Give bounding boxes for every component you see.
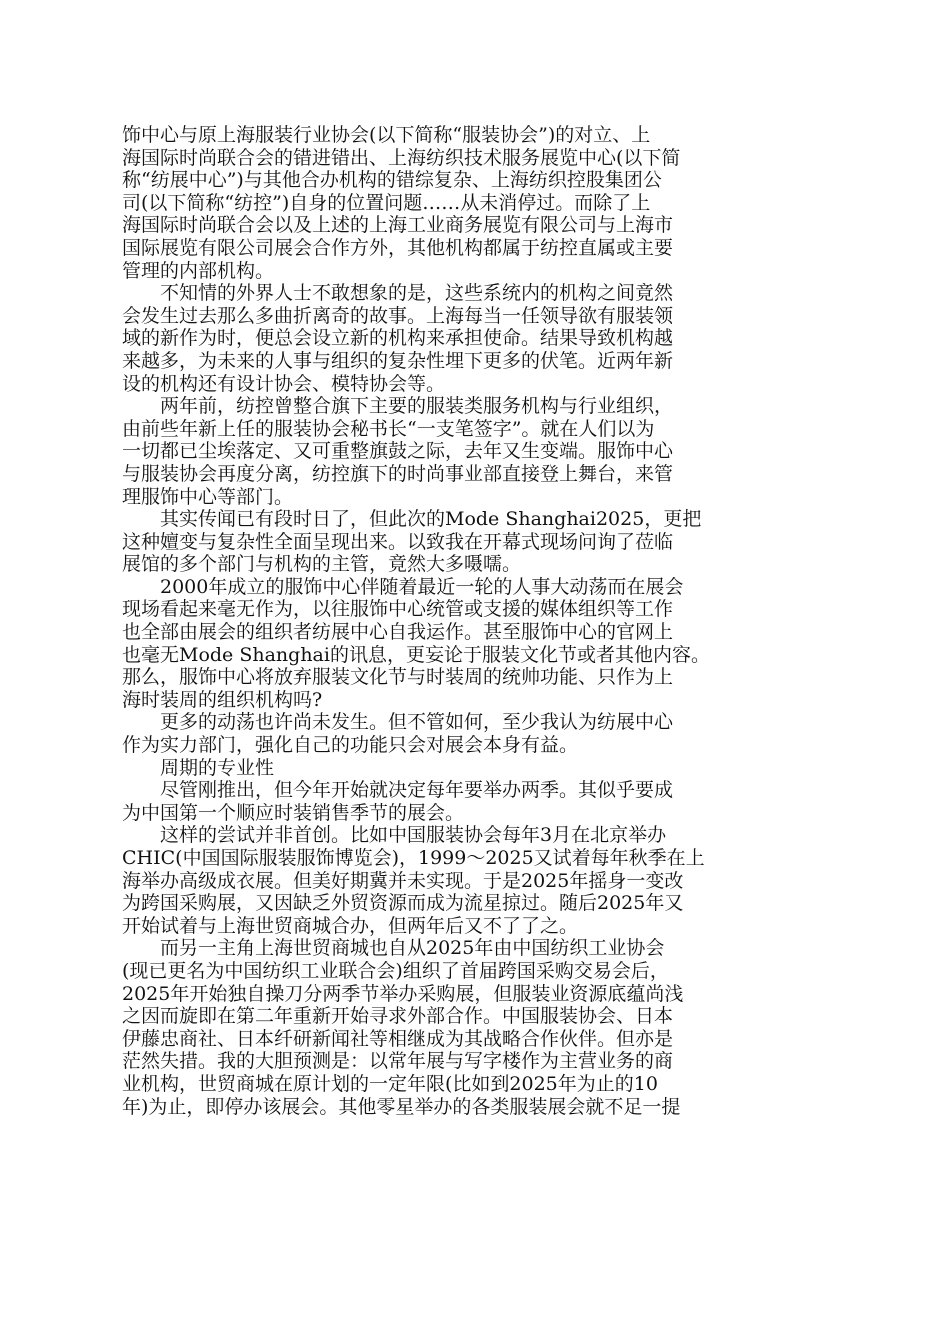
text-line: 设的机构还有设计协会、模特协会等。	[122, 372, 446, 395]
document-body	[122, 124, 805, 1118]
text-line: 海国际时尚联合会的错进错出、上海纺织技术服务展览中心(以下简	[122, 146, 681, 169]
text-line: 现场看起来毫无作为，以往服饰中心统管或支援的媒体组织等工作	[122, 598, 674, 621]
text-line: 其实传闻已有段时日了，但此次的Mode Shanghai2025，更把	[122, 508, 702, 531]
text-line: 称“纺展中心”)与其他合办机构的错综复杂、上海纺织控股集团公	[122, 169, 662, 192]
text-line: 为中国第一个顺应时装销售季节的展会。	[122, 801, 465, 824]
text-line: 开始试着与上海世贸商城合办，但两年后又不了了之。	[122, 914, 579, 937]
text-line: 国际展览有限公司展会合作方外，其他机构都属于纺控直属或主要	[122, 236, 674, 259]
text-line: 不知情的外界人士不敢想象的是，这些系统内的机构之间竟然	[122, 282, 674, 305]
text-line: (现已更名为中国纺织工业联合会)组织了首届跨国采购交易会后，	[122, 959, 669, 982]
text-line: 年)为止，即停办该展会。其他零星举办的各类服装展会就不足一提	[122, 1095, 681, 1118]
text-line: 与服装协会再度分离，纺控旗下的时尚事业部直接登上舞台，来管	[122, 462, 674, 485]
text-line: 司(以下简称“纺控”)自身的位置问题……从未消停过。而除了上	[122, 191, 651, 214]
text-line: CHIC(中国国际服装服饰博览会)，1999～2025又试着每年秋季在上	[122, 847, 705, 869]
text-line: 也全部由展会的组织者纺展中心自我运作。甚至服饰中心的官网上	[122, 621, 674, 644]
text-line: 管理的内部机构。	[122, 259, 275, 282]
text-line: 由前些年新上任的服装协会秘书长“一支笔签字”。就在人们以为	[122, 417, 655, 440]
text-line: 伊藤忠商社、日本纤研新闻社等相继成为其战略合作伙伴。但亦是	[122, 1027, 674, 1050]
text-line: 会发生过去那么多曲折离奇的故事。上海每当一任领导欲有服装领	[122, 304, 674, 327]
text-line: 之因而旋即在第二年重新开始寻求外部合作。中国服装协会、日本	[122, 1005, 674, 1028]
text-line: 为跨国采购展，又因缺乏外贸资源而成为流星掠过。随后2025年又	[122, 892, 684, 915]
text-line: 理服饰中心等部门。	[122, 485, 294, 508]
text-line: 海举办高级成衣展。但美好期冀并未实现。于是2025年摇身一变改	[122, 869, 684, 892]
text-line: 也毫无Mode Shanghai的讯息，更妄论于服装文化节或者其他内容。	[122, 643, 710, 666]
text-line: 来越多，为未来的人事与组织的复杂性埋下更多的伏笔。近两年新	[122, 349, 674, 372]
text-line: 更多的动荡也许尚未发生。但不管如何，至少我认为纺展中心	[122, 711, 674, 734]
text-line: 而另一主角上海世贸商城也自从2025年由中国纺织工业协会	[122, 937, 665, 960]
text-line: 茫然失措。我的大胆预测是：以常年展与写字楼作为主营业务的商	[122, 1050, 674, 1073]
text-line: 一切都已尘埃落定、又可重整旗鼓之际，去年又生变端。服饰中心	[122, 440, 674, 463]
text-line: 作为实力部门，强化自己的功能只会对展会本身有益。	[122, 734, 579, 757]
text-line: 2000年成立的服饰中心伴随着最近一轮的人事大动荡而在展会	[122, 575, 684, 598]
text-line: 这种嬗变与复杂性全面呈现出来。以致我在开幕式现场问询了莅临	[122, 530, 674, 553]
text-line: 这样的尝试并非首创。比如中国服装协会每年3月在北京举办	[122, 824, 667, 847]
text-line: 两年前，纺控曾整合旗下主要的服装类服务机构与行业组织，	[122, 395, 674, 418]
text-line: 那么，服饰中心将放弃服装文化节与时装周的统帅功能、只作为上	[122, 666, 674, 689]
text-line: 展馆的多个部门与机构的主管，竟然大多嗫嚅。	[122, 553, 522, 576]
text-line: 饰中心与原上海服装行业协会(以下简称“服装协会”)的对立、上	[122, 124, 651, 146]
text-line: 2025年开始独自操刀分两季节举办采购展，但服装业资源底蕴尚浅	[122, 982, 684, 1005]
text-line: 海国际时尚联合会以及上述的上海工业商务展览有限公司与上海市	[122, 214, 674, 237]
text-line: 域的新作为时，便总会设立新的机构来承担使命。结果导致机构越	[122, 327, 674, 350]
text-line: 周期的专业性	[122, 756, 275, 779]
text-line: 业机构，世贸商城在原计划的一定年限(比如到2025年为止的10	[122, 1072, 658, 1095]
text-line: 尽管刚推出，但今年开始就决定每年要举办两季。其似乎要成	[122, 779, 674, 802]
text-line: 海时装周的组织机构吗?	[122, 688, 323, 711]
